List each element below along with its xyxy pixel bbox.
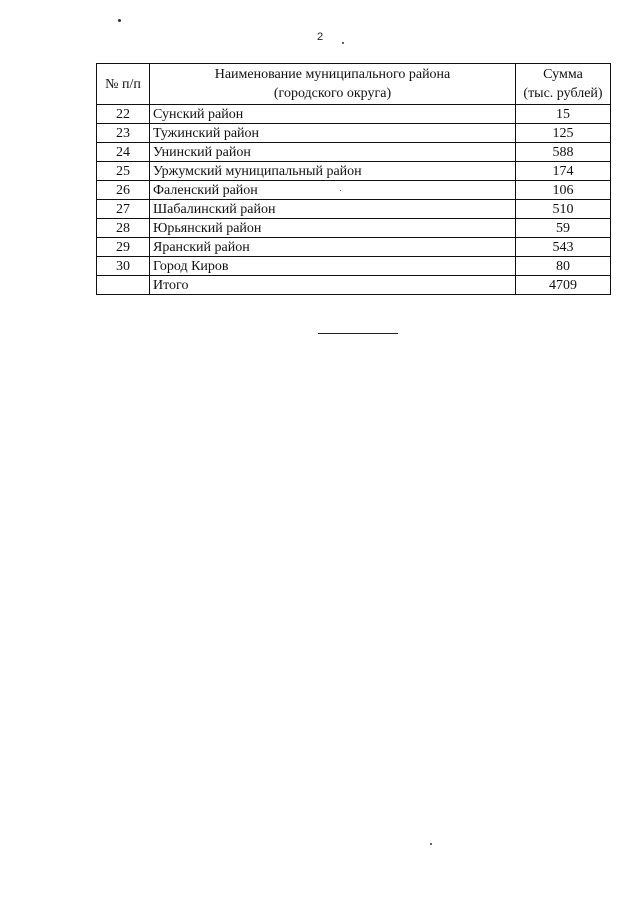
table-row (97, 181, 611, 200)
scan-speck (430, 843, 432, 845)
table-row (97, 200, 611, 219)
row-number: 22 (97, 105, 150, 124)
row-sum: 174 (516, 162, 611, 181)
total-label: Итого (150, 276, 516, 295)
header-number: № п/п (97, 64, 150, 105)
table-row (97, 162, 611, 181)
row-district-name: Юрьянский район (150, 219, 516, 238)
scan-speck (342, 42, 344, 44)
row-district-name: Уржумский муниципальный район (150, 162, 516, 181)
header-sum (516, 64, 611, 105)
row-number: 25 (97, 162, 150, 181)
row-district-name: Город Киров (150, 257, 516, 276)
row-number: 28 (97, 219, 150, 238)
table-row (97, 143, 611, 162)
table-row (97, 219, 611, 238)
header-district-name (150, 64, 516, 105)
row-number: 24 (97, 143, 150, 162)
row-sum: 80 (516, 257, 611, 276)
header-sum-line1: Сумма (543, 67, 583, 82)
row-number: 27 (97, 200, 150, 219)
header-name-line1: Наименование муниципального района (214, 67, 451, 82)
total-sum: 4709 (516, 276, 611, 295)
row-sum: 125 (516, 124, 611, 143)
row-district-name: Унинский район (150, 143, 516, 162)
header-sum-line2: (тыс. рублей) (523, 86, 603, 101)
row-sum: 510 (516, 200, 611, 219)
allocation-table (96, 63, 611, 295)
end-of-document-rule (318, 333, 398, 334)
page-number: 2 (316, 31, 324, 43)
table-row (97, 238, 611, 257)
row-number: 30 (97, 257, 150, 276)
row-sum: 59 (516, 219, 611, 238)
row-number: 29 (97, 238, 150, 257)
row-sum: 15 (516, 105, 611, 124)
row-district-name: Шабалинский район (150, 200, 516, 219)
row-sum: 543 (516, 238, 611, 257)
row-district-name: Тужинский район (150, 124, 516, 143)
table-row (97, 105, 611, 124)
header-name-line2: (городского округа) (273, 86, 392, 101)
scan-speck (118, 19, 121, 22)
total-number (97, 276, 150, 295)
row-district-name: Яранский район (150, 238, 516, 257)
table-row (97, 257, 611, 276)
row-sum: 106 (516, 181, 611, 200)
table-header-row (97, 64, 611, 105)
row-district-name: Сунский район (150, 105, 516, 124)
table-row (97, 124, 611, 143)
row-district-name: Фаленский район (150, 181, 516, 200)
row-number: 23 (97, 124, 150, 143)
table-total-row (97, 276, 611, 295)
row-number: 26 (97, 181, 150, 200)
table-body (97, 105, 611, 295)
row-sum: 588 (516, 143, 611, 162)
